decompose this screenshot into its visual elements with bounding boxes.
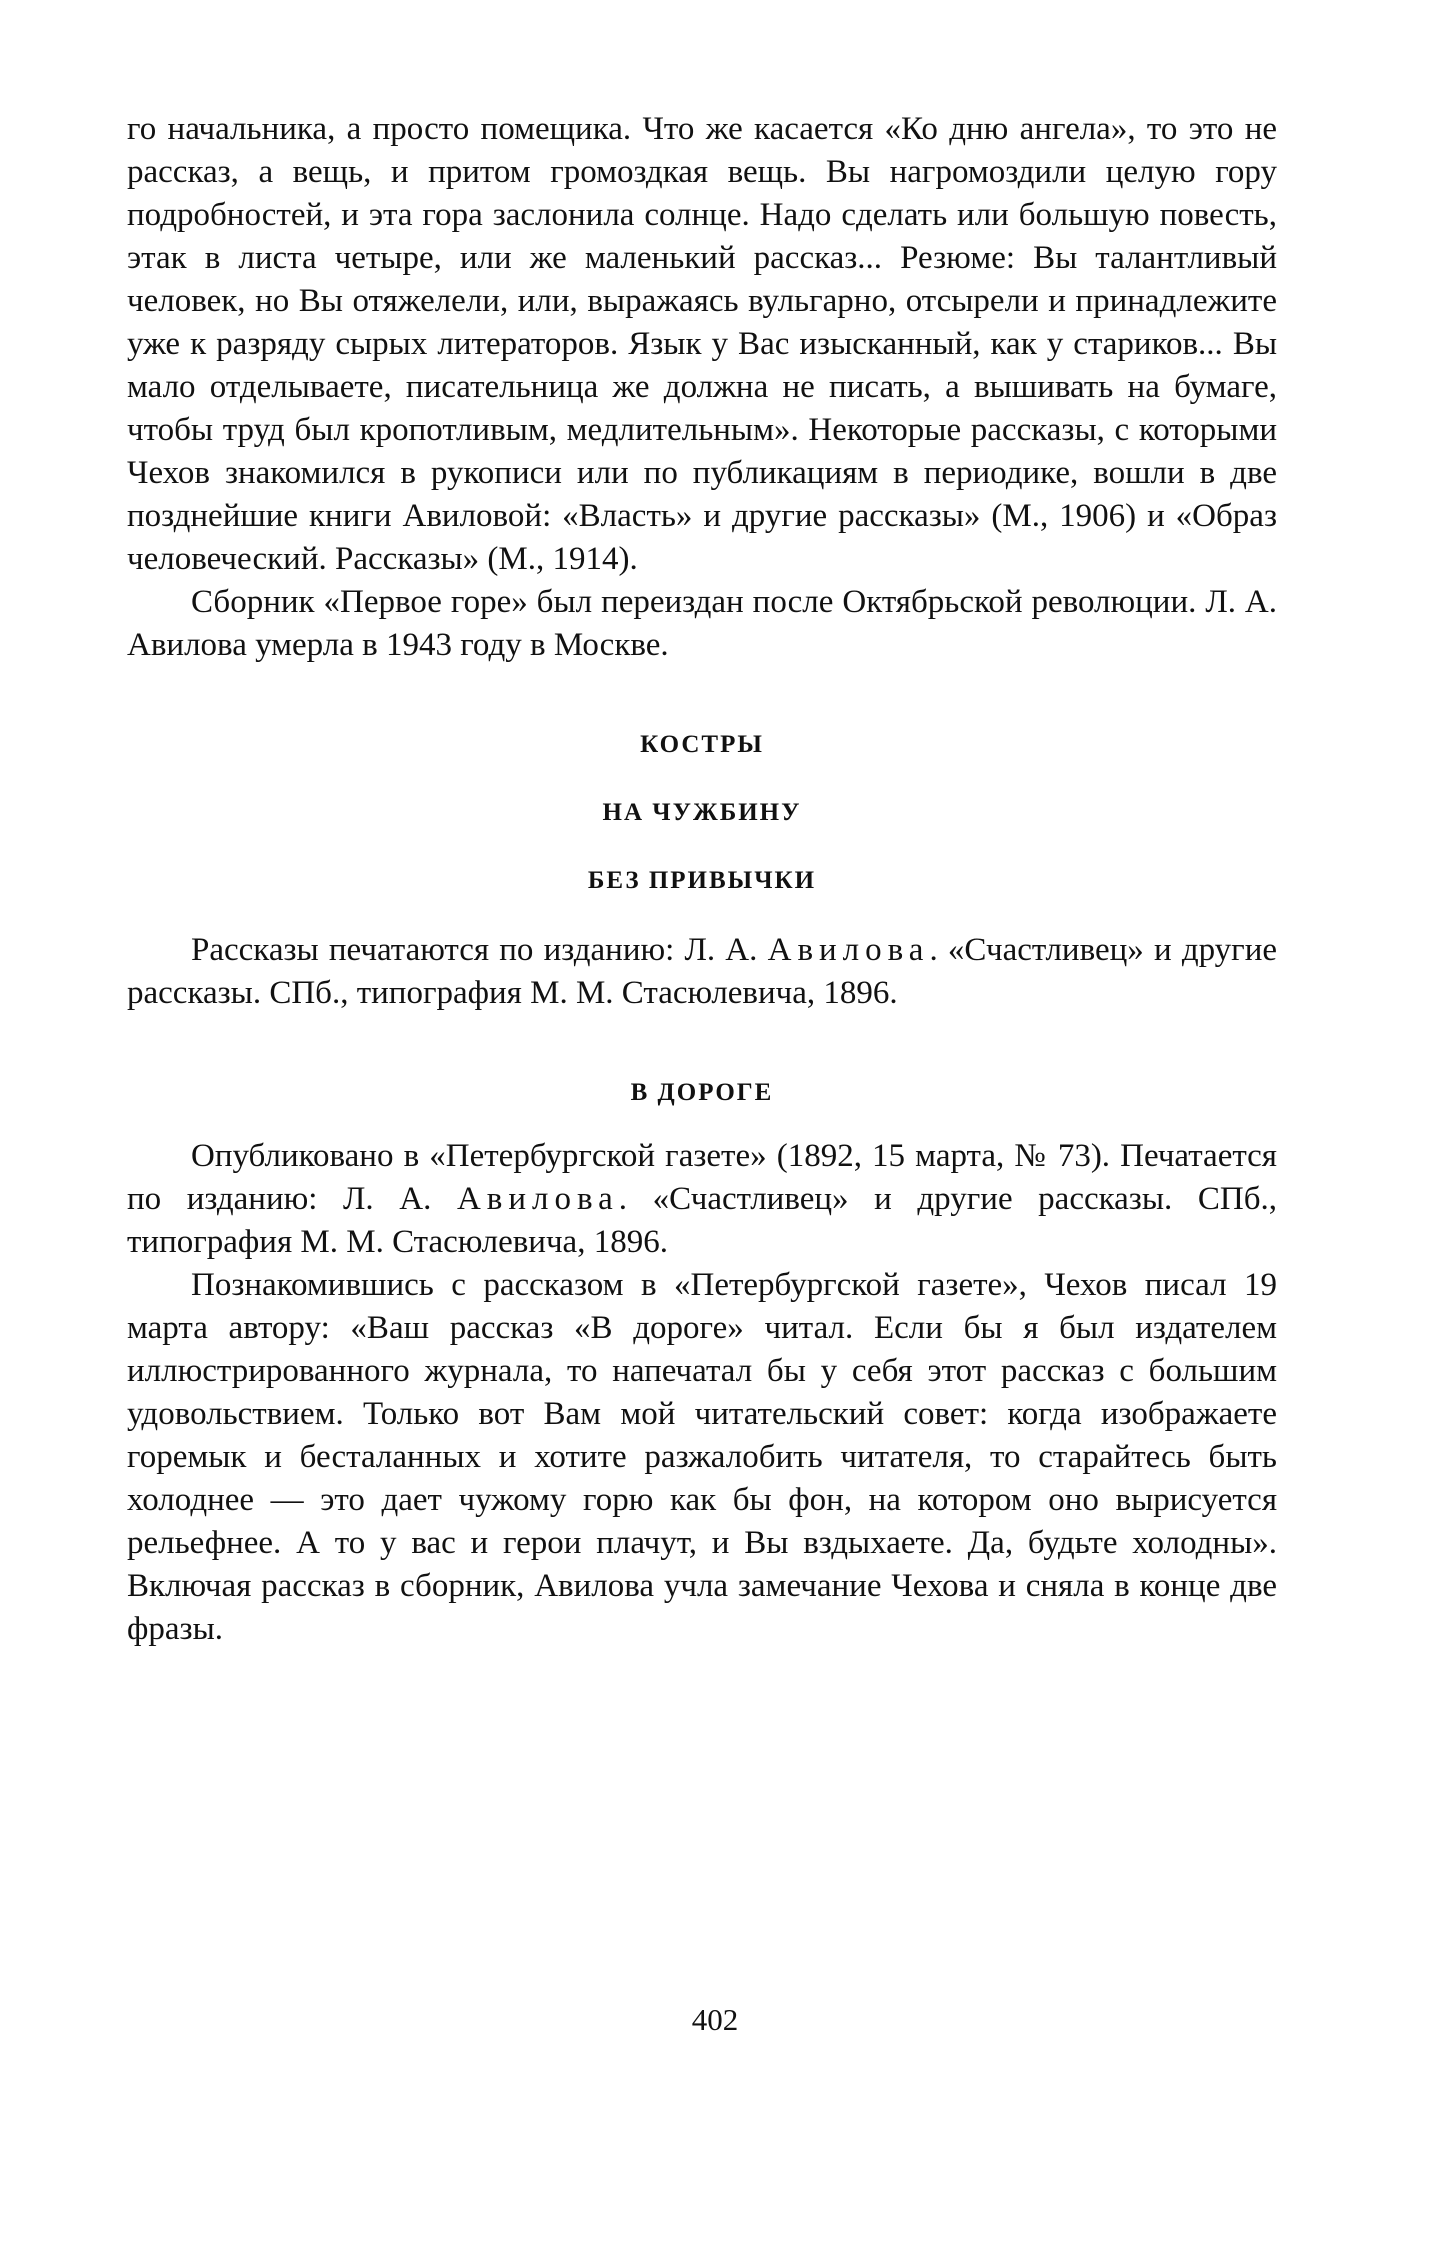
section-heading-bez-privychki: БЕЗ ПРИВЫЧКИ	[587, 867, 817, 894]
page-body	[127, 108, 1277, 1651]
publication-prefix: Опубликовано в «Петербургской газете» (1892, 15 марта, № 73). Печатается по изданию: Л. А.	[127, 1138, 1277, 1217]
section-heading-kostry: КОСТРЫ	[640, 731, 764, 758]
page-number: 402	[691, 2002, 739, 2037]
edition-author: Авилова	[767, 932, 930, 968]
edition-suffix: . «Счастливец» и другие рассказы. СПб., типография М. М. Стасюлевича, 1896.	[127, 932, 1278, 1011]
section-heading-na-chuzhbinu: НА ЧУЖБИНУ	[602, 799, 802, 826]
notes-paragraph-closing: Сборник «Первое горе» был переиздан после Октябрьской революции. Л. А. Авилова умерла в 1943 году в Москве.	[127, 584, 1277, 663]
kostry-edition-note	[127, 929, 1277, 1015]
edition-prefix: Рассказы печатаются по изданию: Л. А.	[191, 932, 758, 968]
spacer	[127, 667, 1277, 725]
v-doroge-publication-note	[127, 1135, 1277, 1264]
notes-paragraph: го начальника, а просто помещика. Что же касается «Ко дню ангела», то это не рассказ, а вещь, и притом громоздкая вещь. Вы нагромоздили целую гору подробностей, и эта гора заслонила солнце. Надо сделать или большую повесть, этак в листа четыре, или же маленький рассказ... Резюме: Вы талантливый человек, но Вы отяжелели, или, выражаясь вульгарно, отсырели и принадлежите уже к разряду сырых литераторов. Язык у Вас изысканный, как у стариков... Вы мало отделываете, писательница же должна не писать, а вышивать на бумаге, чтобы труд был кропотливым, медлительным». Некоторые рассказы, с которыми Чехов знакомился в рукописи или по публикациям в периодике, вошли в две позднейшие книги Авиловой: «Власть» и другие рассказы» (М., 1906) и «Образ человеческий. Рассказы» (М., 1914).	[127, 111, 1277, 577]
publication-author: Авилова	[456, 1181, 619, 1217]
section-heading-v-doroge: В ДОРОГЕ	[630, 1079, 774, 1106]
publication-suffix: . «Счастливец» и другие рассказы. СПб., типография М. М. Стасюлевича, 1896.	[127, 1181, 1277, 1260]
v-doroge-commentary: Познакомившись с рассказом в «Петербургской газете», Чехов писал 19 марта автору: «Ваш рассказ «В дороге» читал. Если бы я был издателем иллюстрированного журнала, то напечатал бы у себя этот рассказ с большим удовольствием. Только вот Вам мой читательский совет: когда изображаете горемык и бесталанных и хотите разжалобить читателя, то старайтесь быть холоднее — это дает чужому горю как бы фон, на котором оно вырисуется рельефнее. А то у вас и герои плачут, и Вы вздыхаете. Да, будьте холодны». Включая рассказ в сборник, Авилова учла замечание Чехова и сняла в конце две фразы.	[127, 1267, 1277, 1647]
